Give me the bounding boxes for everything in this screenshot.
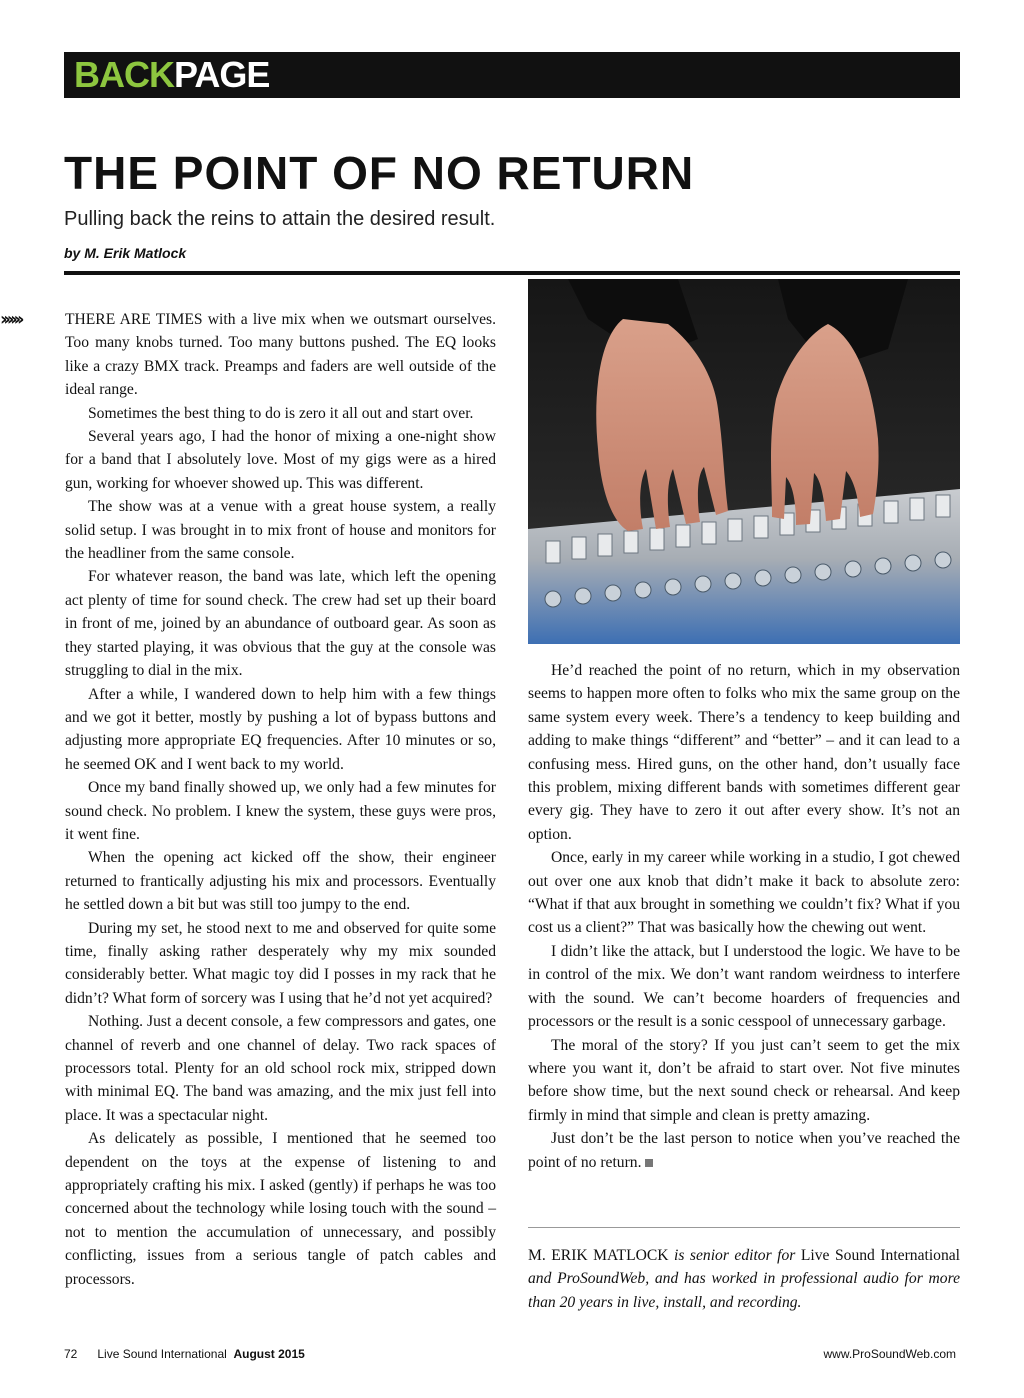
article-subtitle: Pulling back the reins to attain the desired result. [64, 208, 496, 230]
end-mark-icon [645, 1159, 653, 1167]
bio-role: is senior editor for [668, 1247, 801, 1264]
section-banner [64, 52, 960, 98]
footer-issue: August 2015 [233, 1347, 305, 1361]
bio-name: M. ERIK MATLOCK [528, 1247, 669, 1264]
bio-publication: Live Sound International [800, 1247, 960, 1264]
footer-left [64, 1347, 305, 1361]
lead-arrows-icon: ›››››› [0, 309, 21, 330]
paragraph: He’d reached the point of no return, which in my observation seems to happen more often to folks who mix the same group on the same system every week. There’s a tendency to keep building and adding to make things “different” and “better” – and it can lead to a confusing mess. Hired guns, on the other hand, don’t usually face this problem, mixing different bands with sometimes different gear every gig. They have to zero it out after every show. It’s not an option. [528, 662, 960, 843]
footer-website: www.ProSoundWeb.com [823, 1347, 956, 1361]
paragraph: THERE ARE TIMES with a live mix when we outsmart ourselves. Too many knobs turned. Too many buttons pushed. The EQ looks like a crazy BMX track. Preamps and faders are well outside of the ideal range. [65, 311, 496, 399]
paragraph: The moral of the story? If you just can’t seem to get the mix where you want it, don’t be afraid to start over. Not five minutes before show time, but the next sound check or rehearsal. And keep firmly in mind that simple and clean is pretty amazing. [528, 1036, 960, 1124]
section-label-page: PAGE [174, 54, 270, 95]
paragraph: As delicately as possible, I mentioned that he seemed too dependent on the toys at the expense of listening to and appropriately crafting his mix. I asked (gently) if perhaps he was too concerned about the technology while losing touch with the sound – not to mention the accumulation of unnecessary, and possibly conflicting, issues from a serious tangle of patch cables and processors. [65, 1130, 496, 1288]
header-rule [64, 271, 960, 275]
section-label-back: BACK [74, 54, 174, 95]
paragraph: Once, early in my career while working in a studio, I got chewed out over one aux knob that didn’t make it back to absolute zero: “What if that aux brought in something we couldn’t fix? What if you cost us a client?” That was basically how the chewing out went. [528, 849, 960, 937]
paragraph: For whatever reason, the band was late, which left the opening act plenty of time for sound check. The crew had set up their board in front of me, joined by an abundance of outboard gear. As soon as they started playing, it was obvious that the guy at the console was struggling to dial in the mix. [65, 568, 496, 680]
author-bio [528, 1244, 960, 1314]
paragraph: After a while, I wandered down to help him with a few things and we got it better, mostly by pushing a lot of bypass buttons and adjusting more appropriate EQ frequencies. After 10 minutes or so, he seemed OK and I went back to my world. [65, 685, 496, 773]
paragraph: During my set, he stood next to me and observed for quite some time, finally asking rather desperately why my mix sounded considerably better. What magic toy did I posses in my rack that he didn’t? What form of sorcery was I using that he’d not yet acquired? [65, 919, 496, 1007]
bio-separator [528, 1227, 960, 1228]
paragraph: I didn’t like the attack, but I understood the logic. We have to be in control of the mix. We don’t want random weirdness to interfere with the sound. We can’t become hoarders of frequencies and processors or the result is a sonic cesspool of unnecessary garbage. [528, 942, 960, 1031]
paragraph: The show was at a venue with a great house system, a really solid setup. I was brought in to mix front of house and monitors for the headliner from the same console. [65, 498, 496, 563]
paragraph: Once my band finally showed up, we only had a few minutes for sound check. No problem. I knew the system, these guys were pros, it went fine. [65, 779, 496, 843]
mixing-console-photo [528, 279, 960, 644]
page-number: 72 [64, 1347, 78, 1361]
bio-rest: and ProSoundWeb, and has worked in professional audio for more than 20 years in live, install, and recording. [528, 1270, 960, 1311]
article-title: THE POINT OF NO RETURN [64, 147, 695, 199]
paragraph: When the opening act kicked off the show, their engineer returned to frantically adjusting his mix and processors. Eventually he settled down a bit but was still too jumpy to the end. [65, 849, 496, 914]
right-column [528, 659, 960, 1174]
paragraph: Nothing. Just a decent console, a few compressors and gates, one channel of reverb and one channel of delay. Two rack spaces of processors total. Plenty for an old school rock mix, stripped down with minimal EQ. The band was amazing, and the mix just fell into place. It was a spectacular night. [65, 1013, 496, 1124]
paragraph: Sometimes the best thing to do is zero it all out and start over. [88, 404, 474, 422]
lead-in: THERE ARE TIMES [65, 311, 203, 328]
paragraph: Several years ago, I had the honor of mixing a one-night show for a band that I absolutely love. Most of my gigs were as a hired gun, working for whoever showed up. This was different. [65, 428, 496, 492]
article-byline: by M. Erik Matlock [64, 245, 187, 261]
left-column [65, 308, 496, 1291]
footer-magazine: Live Sound International [97, 1347, 227, 1361]
closing-paragraph: Just don’t be the last person to notice when you’ve reached the point of no return. [528, 1130, 960, 1171]
